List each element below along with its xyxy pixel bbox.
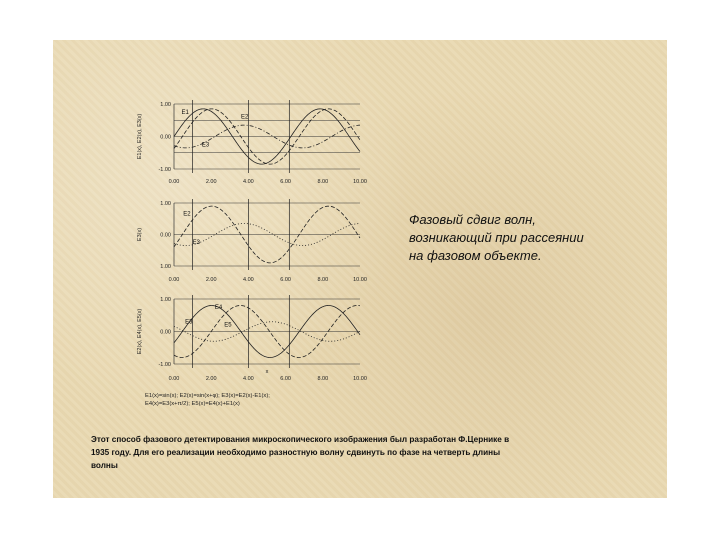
curve-label: E1 (181, 109, 189, 116)
x-tick-label: 2.00 (205, 277, 217, 283)
caption (409, 211, 649, 265)
y-axis-title: E1(x), E2(x), E3(x) (137, 113, 143, 160)
y-tick-label: -1.00 (158, 167, 171, 173)
curve-label: E3 (201, 142, 210, 149)
legend-line-1: E1(x)=sin(x); E2(x)=sin(x+φ); E3(x)=E2(x)-E1(x); (145, 393, 270, 399)
x-tick-label: 10.00 (353, 376, 367, 382)
x-tick-label: 4.00 (243, 277, 254, 283)
slide (53, 40, 667, 498)
x-tick-label: 4.00 (243, 376, 254, 382)
legend-line-2: E4(x)=E3(x+π/2); E5(x)=E4(x)+E1(x) (145, 401, 240, 407)
x-tick-label: 8.00 (317, 376, 329, 382)
x-tick-label: 8.00 (317, 277, 329, 283)
x-tick-label: 4.00 (243, 179, 254, 185)
curve-label: E5 (224, 322, 232, 329)
x-tick-label: 0.00 (168, 179, 180, 185)
x-tick-label: 0.00 (168, 277, 180, 283)
y-tick-label: 0.00 (160, 329, 171, 336)
footer-text (91, 433, 651, 472)
chart-top (137, 100, 367, 185)
caption-line-3: на фазовом объекте. (409, 248, 542, 263)
y-axis-title: E2(x), E4(x), E5(x) (137, 308, 143, 355)
curve-label: E2 (240, 114, 249, 121)
chart-middle (137, 199, 367, 283)
footer-line-1: Этот способ фазового детектирования микроскопического изображения был разработан Ф.Цернике в (91, 435, 510, 444)
x-tick-label: 10.00 (353, 277, 367, 283)
y-tick-label: 1.00 (160, 297, 171, 303)
curve-label: E3 (185, 319, 193, 326)
footer-line-3: волны (91, 461, 118, 470)
y-tick-label: 1.00 (160, 201, 171, 207)
formula-legend (145, 392, 385, 408)
curve-label: E2 (183, 211, 191, 218)
caption-line-1: Фазовый сдвиг волн, (409, 212, 536, 227)
chart-bottom (137, 295, 367, 382)
x-tick-label: 0.00 (168, 376, 180, 382)
footer-line-2: 1935 году. Для его реализации необходимо разностную волну сдвинуть по фазе на четверть длины (91, 448, 501, 457)
y-tick-label: 1.00 (160, 264, 171, 270)
y-tick-label: 0.00 (160, 134, 171, 141)
x-tick-label: 8.00 (317, 179, 329, 185)
x-tick-label: 6.00 (280, 277, 291, 283)
y-tick-label: 0.00 (160, 232, 171, 239)
x-tick-label: 10.00 (353, 179, 367, 185)
caption-line-2: возникающий при рассеянии (409, 230, 584, 245)
x-tick-label: 2.00 (205, 179, 217, 185)
curve-label: E4 (214, 304, 223, 311)
y-tick-label: -1.00 (158, 362, 171, 368)
curve-label: E3 (192, 239, 200, 246)
y-tick-label: 1.00 (160, 102, 171, 108)
x-tick-label: 2.00 (205, 376, 217, 382)
x-axis-title: x (265, 369, 269, 375)
x-tick-label: 6.00 (280, 376, 291, 382)
y-axis-title: E3(x) (137, 227, 143, 242)
x-tick-label: 6.00 (280, 179, 291, 185)
